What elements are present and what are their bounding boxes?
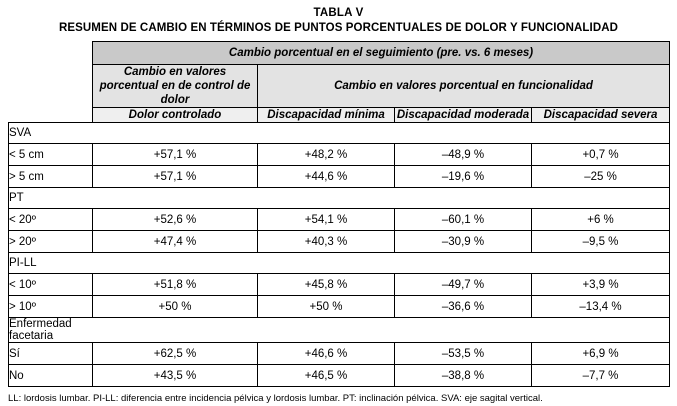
results-table (8, 41, 670, 387)
header-band-followup: Cambio porcentual en el seguimiento (pre. vs. 6 meses) (93, 42, 670, 65)
group-filler-3 (395, 318, 532, 343)
row-value: –25 % (532, 166, 670, 188)
row-value: +51,8 % (93, 274, 258, 296)
group-row (9, 123, 670, 144)
row-label: < 20º (9, 209, 93, 231)
table-number: TABLA V (313, 7, 364, 19)
table-row (9, 166, 670, 188)
group-filler-2 (258, 253, 395, 274)
header-group-pain: Cambio en valores porcentual en de control de dolor (93, 65, 258, 108)
row-label: < 10º (9, 274, 93, 296)
row-value: –48,9 % (395, 144, 532, 166)
row-value: –7,7 % (532, 365, 670, 387)
table-title: RESUMEN DE CAMBIO EN TÉRMINOS DE PUNTOS PORCENTUALES DE DOLOR Y FUNCIONALIDAD (58, 22, 619, 34)
header-col-discapacidad-severa: Discapacidad severa (532, 108, 670, 123)
row-value: +46,6 % (258, 343, 395, 365)
table-footnote: LL: lordosis lumbar. PI-LL: diferencia entre incidencia pélvica y lordosis lumbar. PT: inclinación pélvica. SVA: eje sagital vertical. (8, 393, 543, 404)
header-col-discapacidad-minima: Discapacidad mínima (258, 108, 395, 123)
table-row (9, 343, 670, 365)
row-label: No (9, 365, 93, 387)
group-filler-3 (395, 123, 532, 144)
row-label: > 20º (9, 231, 93, 253)
table-header (9, 42, 670, 123)
row-value: +40,3 % (258, 231, 395, 253)
group-label: PT (9, 188, 93, 209)
group-filler-2 (258, 123, 395, 144)
group-filler-1 (93, 123, 258, 144)
row-value: –30,9 % (395, 231, 532, 253)
header-row-groups (9, 65, 670, 108)
row-value: +48,2 % (258, 144, 395, 166)
row-value: +57,1 % (93, 166, 258, 188)
row-value: +50 % (93, 296, 258, 318)
row-value: +0,7 % (532, 144, 670, 166)
header-col-dolor-controlado: Dolor controlado (93, 108, 258, 123)
header-corner-blank-2 (9, 65, 93, 108)
row-value: –53,5 % (395, 343, 532, 365)
row-value: +3,9 % (532, 274, 670, 296)
group-label: SVA (9, 123, 93, 144)
group-filler-4 (532, 188, 670, 209)
row-value: +45,8 % (258, 274, 395, 296)
table-row (9, 231, 670, 253)
header-row-band (9, 42, 670, 65)
row-value: –38,8 % (395, 365, 532, 387)
row-value: +43,5 % (93, 365, 258, 387)
group-filler-4 (532, 253, 670, 274)
group-filler-1 (93, 253, 258, 274)
group-filler-1 (93, 318, 258, 343)
group-label: Enfermedad facetaria (9, 318, 93, 343)
row-value: +54,1 % (258, 209, 395, 231)
group-filler-2 (258, 318, 395, 343)
row-value: +47,4 % (93, 231, 258, 253)
group-row (9, 188, 670, 209)
group-filler-3 (395, 253, 532, 274)
row-value: +6 % (532, 209, 670, 231)
group-filler-4 (532, 123, 670, 144)
header-row-columns (9, 108, 670, 123)
row-value: –19,6 % (395, 166, 532, 188)
row-value: +6,9 % (532, 343, 670, 365)
row-value: +62,5 % (93, 343, 258, 365)
row-label: < 5 cm (9, 144, 93, 166)
group-label: PI-LL (9, 253, 93, 274)
row-value: –49,7 % (395, 274, 532, 296)
row-label: Sí (9, 343, 93, 365)
row-value: +52,6 % (93, 209, 258, 231)
row-value: +50 % (258, 296, 395, 318)
table-caption (8, 6, 669, 36)
table-row (9, 209, 670, 231)
header-group-function: Cambio en valores porcentual en funcionalidad (258, 65, 670, 108)
group-filler-4 (532, 318, 670, 343)
header-col-discapacidad-moderada: Discapacidad moderada (395, 108, 532, 123)
table-row (9, 365, 670, 387)
group-filler-2 (258, 188, 395, 209)
group-row (9, 253, 670, 274)
row-value: +46,5 % (258, 365, 395, 387)
header-corner-blank-3 (9, 108, 93, 123)
row-value: +44,6 % (258, 166, 395, 188)
header-corner-blank (9, 42, 93, 65)
table-body (9, 123, 670, 387)
row-value: –9,5 % (532, 231, 670, 253)
row-label: > 5 cm (9, 166, 93, 188)
group-filler-1 (93, 188, 258, 209)
group-row (9, 318, 670, 343)
row-label: > 10º (9, 296, 93, 318)
row-value: –13,4 % (532, 296, 670, 318)
row-value: +57,1 % (93, 144, 258, 166)
table-row (9, 144, 670, 166)
table-row (9, 296, 670, 318)
table-row (9, 274, 670, 296)
row-value: –36,6 % (395, 296, 532, 318)
group-filler-3 (395, 188, 532, 209)
row-value: –60,1 % (395, 209, 532, 231)
